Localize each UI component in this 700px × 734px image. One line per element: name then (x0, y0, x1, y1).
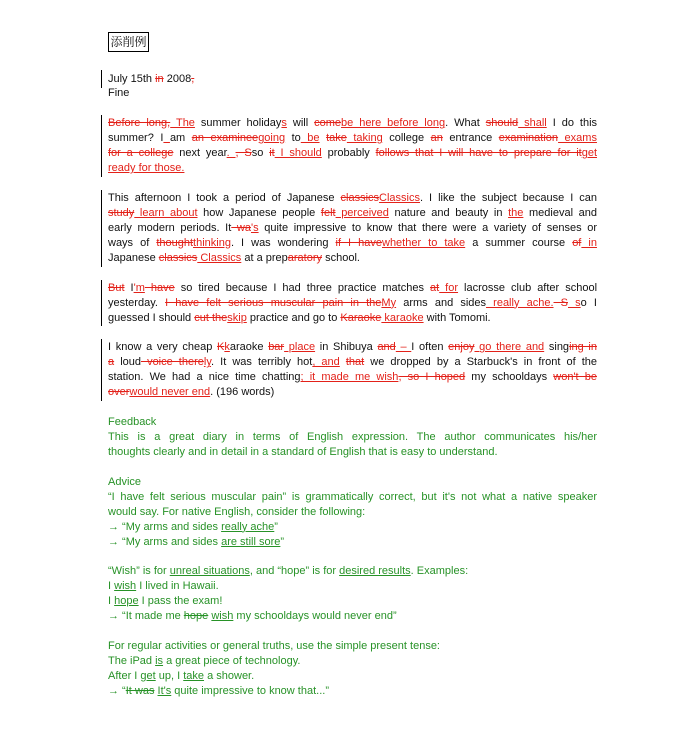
plain-text: nature and beauty in (388, 206, 509, 219)
inserted-text: perceived (335, 206, 389, 219)
deleted-text: , so I hoped (398, 371, 466, 384)
inserted-text: ly (203, 356, 212, 369)
diary-line (108, 311, 597, 326)
advice-line (108, 505, 597, 520)
line-text (108, 446, 498, 458)
plain-text: would say. For native English, consider the following: (108, 505, 366, 518)
line-text (108, 610, 397, 622)
inserted-text: Classics (379, 192, 420, 204)
deleted-text: should (485, 117, 519, 130)
plain-text: , and “hope” is for (249, 565, 340, 578)
deleted-text: enjoy (448, 341, 475, 354)
inserted-text: ; it made me wish (300, 371, 399, 384)
diary-line (108, 296, 597, 311)
underlined-text: wish (211, 610, 234, 623)
inserted-text: go there and (474, 341, 545, 354)
plain-text: to (285, 132, 301, 145)
plain-text: a great piece of technology. (163, 655, 301, 668)
underlined-text: It's (157, 684, 172, 697)
plain-text: araoke (229, 341, 269, 354)
present-tense-line (108, 654, 597, 669)
example-line (108, 520, 597, 535)
deleted-text: it (269, 147, 275, 160)
plain-text: arms and sides (396, 296, 487, 309)
line-text (108, 162, 184, 174)
plain-text: yesterday. (108, 296, 166, 309)
line-text (108, 655, 300, 667)
deleted-text: a (108, 356, 115, 369)
deleted-text: that (345, 356, 365, 369)
plain-text: I (108, 580, 115, 593)
line-text (108, 431, 597, 443)
diary-line (108, 251, 597, 266)
plain-text: . (196 words) (210, 386, 275, 399)
deleted-text: over (108, 386, 130, 399)
present-tense-line (108, 639, 597, 654)
plain-text: up, I (155, 670, 184, 682)
diary-paragraph (108, 116, 597, 176)
struck-text: It was (125, 684, 155, 697)
deleted-text: take (326, 132, 347, 145)
line-text (108, 491, 597, 503)
plain-text: entrance (442, 132, 499, 145)
plain-text: medieval and (523, 206, 597, 219)
deleted-text: K (217, 341, 225, 354)
diary-line (108, 221, 597, 236)
wish-hope-line (108, 564, 597, 579)
line-text (108, 640, 440, 652)
plain-text: July 15th (108, 72, 156, 85)
deleted-text: at (429, 281, 440, 294)
underlined-text: hope (114, 595, 139, 608)
plain-text: so tired because I had three practice matches (174, 281, 430, 294)
inserted-text: 's (250, 221, 259, 234)
inserted-text: , and (312, 356, 340, 369)
plain-text: school. (322, 251, 360, 264)
example-line (108, 535, 597, 550)
inserted-text: thinking (193, 236, 231, 249)
line-text (108, 207, 597, 219)
plain-text: For regular activities or general truths, use the simple present tense: (108, 640, 440, 653)
diary-line (108, 116, 597, 131)
plain-text: so (251, 147, 270, 160)
deleted-text: felt (320, 206, 336, 219)
line-text (108, 595, 222, 607)
inserted-text: The (170, 117, 195, 130)
plain-text: . I like the subject because I can (420, 192, 597, 204)
deleted-text: in (155, 72, 164, 85)
deleted-text: aratory (287, 251, 323, 264)
advice-title: Advice (108, 475, 142, 488)
deleted-text: classics (340, 192, 380, 204)
diary-line (108, 281, 597, 296)
inserted-text: be (300, 132, 320, 145)
present-tense-line (108, 669, 597, 684)
plain-text: → “My arms and sides (108, 520, 222, 533)
inserted-text: place (284, 341, 316, 354)
inserted-text: the (508, 206, 524, 219)
inserted-text: s (281, 117, 287, 130)
deleted-text: cut the (194, 311, 228, 324)
diary-line (108, 340, 597, 355)
plain-text: ” (274, 520, 278, 533)
plain-text: next year (173, 147, 227, 160)
plain-text: probably (321, 147, 376, 160)
deleted-text: classics (158, 251, 198, 264)
underlined-text: take (183, 670, 205, 682)
diary-line (108, 191, 597, 206)
deleted-text: thought (156, 236, 194, 249)
diary-text (108, 116, 597, 400)
plain-text: I lived in Hawaii. (136, 580, 219, 593)
plain-text: at a prep (241, 251, 288, 264)
deleted-text: Before long, (108, 117, 171, 130)
deleted-text: , S (235, 147, 252, 160)
plain-text: I pass the exam! (138, 595, 223, 608)
feedback-line (108, 430, 597, 445)
deleted-text: wa (231, 221, 251, 234)
plain-text: station. We had a nice time chatting (108, 371, 301, 384)
line-text (108, 386, 274, 398)
deleted-text: Karaoke (340, 311, 382, 324)
heading-label: 添削例 (108, 32, 149, 52)
plain-text: a summer course (465, 236, 573, 249)
plain-text: “Wish” is for (108, 565, 170, 578)
inserted-text: I should (274, 147, 322, 160)
inserted-text: in (581, 236, 597, 249)
document-body (108, 72, 597, 714)
date-block (108, 72, 597, 102)
line-text (108, 237, 597, 249)
deleted-text: , (191, 72, 195, 85)
deleted-text: But (108, 281, 125, 294)
plain-text: 2008 (163, 72, 192, 85)
deleted-text: S (553, 296, 568, 309)
plain-text: I do this (546, 117, 598, 130)
plain-text: we dropped by a Starbuck's in front of the (364, 356, 598, 369)
inserted-text: Classics (197, 251, 242, 264)
deleted-text: have (144, 281, 175, 294)
plain-text: thoughts clearly and in detail in a standard of English that is easy to understand. (108, 445, 498, 458)
line-text (108, 87, 129, 99)
feedback-section (108, 415, 597, 460)
plain-text: I (108, 595, 115, 608)
inserted-text: learn about (134, 206, 198, 219)
line-text (108, 282, 597, 294)
plain-text: my schooldays would never end” (233, 610, 397, 623)
plain-text: → “It made me (108, 610, 184, 623)
diary-line (108, 131, 597, 146)
diary-line (108, 385, 597, 400)
underlined-text: unreal situations (169, 565, 250, 578)
line-text (108, 147, 597, 159)
feedback-line (108, 445, 597, 460)
line-text (108, 506, 365, 518)
plain-text: sing (544, 341, 570, 354)
diary-line (108, 355, 597, 370)
plain-text: After I (108, 670, 141, 682)
line-text (108, 222, 597, 234)
plain-text: summer holiday (194, 117, 282, 130)
underlined-text: get (140, 670, 156, 682)
line-text (108, 565, 468, 577)
advice-line (108, 490, 597, 505)
plain-text: . What (445, 117, 486, 130)
line-text (108, 521, 278, 533)
inserted-text: for (439, 281, 459, 294)
deleted-text: come (314, 117, 342, 130)
inserted-text: going (258, 132, 286, 145)
deleted-text: for a college (108, 147, 174, 160)
inserted-text: really ache. (486, 296, 554, 309)
diary-line (108, 206, 597, 221)
advice-section (108, 475, 597, 550)
diary-line (108, 236, 597, 251)
plain-text: ” (280, 535, 285, 548)
wish-hope-line (108, 594, 597, 609)
plain-text: will (286, 117, 315, 130)
underlined-text: really ache (221, 520, 275, 533)
plain-text: . It was terribly hot (211, 356, 313, 369)
plain-text: a shower. (204, 670, 255, 682)
inserted-text: s (568, 296, 581, 309)
inserted-text: k (224, 341, 230, 354)
plain-text: lacrosse club after school (458, 281, 598, 294)
plain-text: college (382, 132, 431, 145)
plain-text: early modern periods. It (108, 221, 232, 234)
plain-text: I often (411, 341, 449, 354)
plain-text: with Tomomi. (423, 311, 491, 324)
line-text (108, 371, 597, 383)
line-text (108, 580, 219, 592)
deleted-text: won't be (553, 371, 597, 384)
underlined-text: desired results (339, 565, 411, 578)
inserted-text: skip (227, 311, 247, 324)
underlined-text: are still sore (221, 535, 281, 548)
line-text (108, 117, 597, 129)
plain-text: how Japanese people (197, 206, 321, 219)
deleted-text: an examinee (191, 132, 259, 145)
wish-hope-line (108, 609, 597, 624)
inserted-text: get (581, 147, 597, 160)
plain-text: I (124, 281, 134, 294)
inserted-text: . (226, 147, 236, 160)
underlined-text: wish (114, 580, 137, 593)
struck-text: hope (183, 610, 209, 623)
plain-text: my schooldays (465, 371, 554, 384)
plain-text: I know a very cheap (108, 341, 218, 354)
line-text (108, 685, 329, 697)
inserted-text: exams (558, 132, 597, 145)
plain-text: am (169, 132, 192, 145)
date-line (108, 86, 597, 101)
plain-text: . I was wondering (230, 236, 336, 249)
diary-line (108, 370, 597, 385)
plain-text: quite impressive to know that...” (171, 684, 329, 697)
plain-text: Fine (108, 87, 130, 100)
inserted-text: 'm (133, 281, 145, 294)
inserted-text: karaoke (381, 311, 424, 324)
feedback-title: Feedback (108, 416, 157, 429)
deleted-text: of (572, 236, 582, 249)
underlined-text: is (155, 655, 164, 668)
inserted-text: ready for those. (108, 162, 185, 175)
line-text (108, 356, 597, 368)
deleted-text: if I have (335, 236, 382, 249)
deleted-text: study (108, 206, 135, 219)
plain-text: “I have felt serious muscular pain” is grammatically correct, but it's not what a native speaker (108, 490, 597, 503)
deleted-text: and (377, 341, 396, 354)
plain-text: quite impressive to know that there were a variety of senses or (258, 221, 597, 234)
plain-text: This afternoon I took a period of Japanese (108, 192, 341, 204)
wish-hope-line (108, 579, 597, 594)
plain-text: o I (580, 296, 597, 309)
plain-text: practice and go to (246, 311, 341, 324)
line-text (108, 73, 194, 85)
inserted-text: be here before long (341, 117, 446, 130)
plain-text: → “ (108, 684, 126, 697)
inserted-text: My (381, 296, 397, 309)
line-text (108, 536, 284, 548)
advice-examples (108, 520, 597, 550)
present-tense-line (108, 684, 597, 699)
deleted-text: examination (498, 132, 559, 145)
line-text (108, 297, 597, 309)
line-text (108, 252, 360, 264)
diary-line (108, 161, 597, 176)
plain-text: The iPad (108, 655, 156, 668)
diary-line (108, 146, 597, 161)
advice-body (108, 490, 597, 520)
diary-paragraph (108, 281, 597, 326)
diary-paragraph (108, 191, 597, 266)
plain-text: in Shibuya (315, 341, 378, 354)
inserted-text: would never end (129, 386, 211, 399)
deleted-text: voice there (141, 356, 204, 369)
line-text (108, 341, 597, 353)
plain-text: guessed I should (108, 311, 195, 324)
feedback-body (108, 430, 597, 460)
line-text (108, 312, 491, 324)
deleted-text: follows that I will have to prepare for it (375, 147, 582, 160)
present-tense-section (108, 639, 597, 699)
wish-hope-section (108, 564, 597, 624)
deleted-text: ing in (569, 341, 597, 354)
plain-text: summer? I (108, 132, 164, 145)
plain-text: → “My arms and sides (108, 535, 222, 548)
inserted-text: – (395, 341, 412, 354)
plain-text: This is a great diary in terms of English expression. The author communicates his/her (108, 431, 597, 443)
line-text (108, 132, 597, 144)
line-text (108, 192, 597, 204)
inserted-text: taking (346, 132, 383, 145)
inserted-text: shall (518, 117, 547, 130)
plain-text: loud (114, 356, 141, 369)
line-text (108, 670, 254, 682)
deleted-text: an (430, 132, 443, 145)
deleted-text: bar (268, 341, 285, 354)
deleted-text: I have felt serious muscular pain in the (165, 296, 382, 309)
plain-text: Japanese (108, 251, 159, 264)
date-line (108, 72, 597, 87)
plain-text: . Examples: (410, 565, 469, 578)
diary-paragraph (108, 340, 597, 400)
inserted-text: whether to take (382, 236, 466, 249)
plain-text: ways of (108, 236, 157, 249)
